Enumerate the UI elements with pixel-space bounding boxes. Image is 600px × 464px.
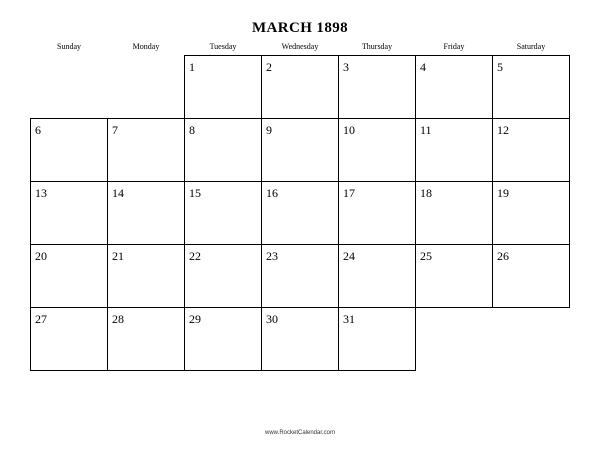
- calendar-grid: [30, 42, 570, 371]
- day-number: 4: [420, 60, 426, 74]
- day-number: 22: [189, 249, 201, 263]
- weekday-header-wednesday: Wednesday: [281, 42, 319, 51]
- calendar-day-cell[interactable]: [262, 245, 339, 308]
- calendar-week-row: [31, 308, 570, 371]
- day-number: 31: [343, 312, 355, 326]
- calendar-day-cell[interactable]: [185, 119, 262, 182]
- calendar-day-cell[interactable]: [416, 119, 493, 182]
- day-number: 3: [343, 60, 349, 74]
- footer-credit: www.RocketCalendar.com: [264, 430, 336, 436]
- calendar-cell-empty: [493, 308, 570, 371]
- calendar-day-cell[interactable]: [31, 308, 108, 371]
- calendar-day-cell[interactable]: [31, 182, 108, 245]
- day-number: 30: [266, 312, 278, 326]
- calendar-day-cell[interactable]: [108, 119, 185, 182]
- day-number: 14: [112, 186, 124, 200]
- calendar-table: [30, 42, 570, 371]
- weekday-header-tuesday: Tuesday: [209, 42, 237, 51]
- calendar-week-row: [31, 182, 570, 245]
- calendar-cell-empty: [416, 308, 493, 371]
- calendar-day-cell[interactable]: [262, 308, 339, 371]
- day-number: 8: [189, 123, 195, 137]
- calendar-day-cell[interactable]: [31, 119, 108, 182]
- day-number: 10: [343, 123, 355, 137]
- calendar-cell-empty: [108, 56, 185, 119]
- calendar-day-cell[interactable]: [108, 308, 185, 371]
- day-number: 23: [266, 249, 278, 263]
- weekday-header-saturday: Saturday: [516, 42, 546, 51]
- calendar-day-cell[interactable]: [493, 119, 570, 182]
- day-number: 11: [420, 123, 432, 137]
- calendar-day-cell[interactable]: [262, 119, 339, 182]
- weekday-header-friday: Friday: [443, 42, 465, 51]
- day-number: 28: [112, 312, 124, 326]
- calendar-day-cell[interactable]: [262, 56, 339, 119]
- calendar-week-row: [31, 56, 570, 119]
- calendar-day-cell[interactable]: [493, 245, 570, 308]
- calendar-day-cell[interactable]: [339, 182, 416, 245]
- page-title: MARCH 1898: [251, 20, 349, 36]
- day-number: 26: [497, 249, 509, 263]
- day-number: 27: [35, 312, 47, 326]
- calendar-day-cell[interactable]: [493, 56, 570, 119]
- day-number: 7: [112, 123, 118, 137]
- day-number: 6: [35, 123, 41, 137]
- calendar-day-cell[interactable]: [185, 245, 262, 308]
- day-number: 16: [266, 186, 278, 200]
- calendar-day-cell[interactable]: [185, 182, 262, 245]
- calendar-header-row: [31, 42, 570, 56]
- calendar-day-cell[interactable]: [185, 56, 262, 119]
- calendar-body: [31, 56, 570, 371]
- day-number: 9: [266, 123, 272, 137]
- calendar-day-cell[interactable]: [262, 182, 339, 245]
- calendar-day-cell[interactable]: [493, 182, 570, 245]
- calendar-day-cell[interactable]: [416, 182, 493, 245]
- day-number: 20: [35, 249, 47, 263]
- day-number: 25: [420, 249, 432, 263]
- calendar-day-cell[interactable]: [185, 308, 262, 371]
- day-number: 19: [497, 186, 509, 200]
- weekday-header-sunday: Sunday: [57, 42, 81, 52]
- calendar-day-cell[interactable]: [339, 308, 416, 371]
- calendar-day-cell[interactable]: [31, 245, 108, 308]
- day-number: 24: [343, 249, 355, 263]
- calendar-week-row: [31, 245, 570, 308]
- day-number: 13: [35, 186, 47, 200]
- day-number: 17: [343, 186, 355, 200]
- calendar-day-cell[interactable]: [416, 245, 493, 308]
- day-number: 5: [497, 60, 503, 74]
- calendar-day-cell[interactable]: [416, 56, 493, 119]
- calendar-cell-empty: [31, 56, 108, 119]
- day-number: 29: [189, 312, 201, 326]
- day-number: 21: [112, 249, 124, 263]
- day-number: 12: [497, 123, 509, 137]
- calendar-day-cell[interactable]: [108, 182, 185, 245]
- weekday-header-monday: Monday: [132, 42, 160, 52]
- calendar-day-cell[interactable]: [339, 245, 416, 308]
- calendar-day-cell[interactable]: [108, 245, 185, 308]
- day-number: 2: [266, 60, 272, 74]
- calendar-day-cell[interactable]: [339, 119, 416, 182]
- day-number: 1: [189, 60, 195, 74]
- day-number: 18: [420, 186, 432, 200]
- weekday-header-thursday: Thursday: [361, 42, 393, 51]
- calendar-day-cell[interactable]: [339, 56, 416, 119]
- day-number: 15: [189, 186, 201, 200]
- calendar-week-row: [31, 119, 570, 182]
